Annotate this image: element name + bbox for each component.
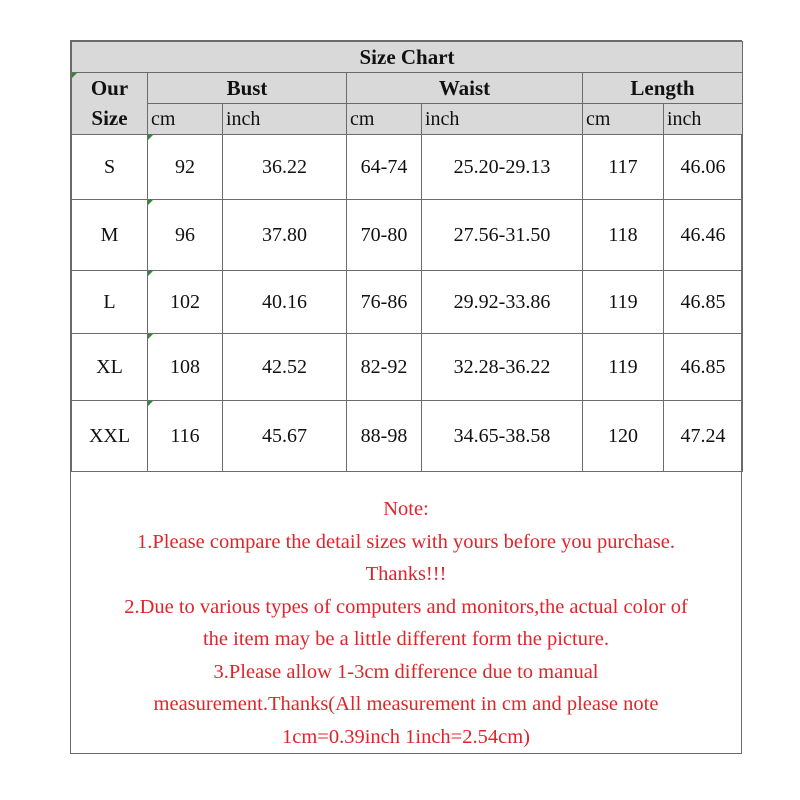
unit-length-cm: cm <box>583 104 664 135</box>
bust-inch-cell: 37.80 <box>223 200 347 271</box>
table-row <box>72 334 743 401</box>
bust-inch-cell: 45.67 <box>223 401 347 472</box>
unit-length-inch: inch <box>664 104 743 135</box>
table-row <box>72 200 743 271</box>
length-header: Length <box>583 73 743 104</box>
unit-waist-inch: inch <box>422 104 583 135</box>
bust-cm-cell: 102 <box>148 271 223 334</box>
length-cm-cell: 117 <box>583 135 664 200</box>
cell-corner-marker <box>148 334 153 339</box>
unit-bust-cm: cm <box>148 104 223 135</box>
title-row <box>72 42 743 73</box>
unit-waist-cm: cm <box>347 104 422 135</box>
waist-inch-cell: 27.56-31.50 <box>422 200 583 271</box>
waist-cm-cell: 70-80 <box>347 200 422 271</box>
length-cm-cell: 119 <box>583 271 664 334</box>
size-cell: M <box>72 200 148 271</box>
waist-inch-cell: 25.20-29.13 <box>422 135 583 200</box>
cell-corner-marker <box>148 401 153 406</box>
bust-inch-cell: 36.22 <box>223 135 347 200</box>
cell-corner-marker <box>72 73 77 78</box>
waist-header: Waist <box>347 73 583 104</box>
unit-bust-inch: inch <box>223 104 347 135</box>
bust-cm-cell: 108 <box>148 334 223 401</box>
length-inch-cell: 46.06 <box>664 135 743 200</box>
size-cell: L <box>72 271 148 334</box>
length-inch-cell: 46.85 <box>664 271 743 334</box>
size-chart-sheet <box>70 40 742 754</box>
length-cm-cell: 119 <box>583 334 664 401</box>
cell-corner-marker <box>148 200 153 205</box>
size-header-top: Our <box>72 73 148 104</box>
size-cell: XXL <box>72 401 148 472</box>
header-row-groups <box>72 73 743 104</box>
length-inch-cell: 46.85 <box>664 334 743 401</box>
table-row <box>72 271 743 334</box>
waist-inch-cell: 29.92-33.86 <box>422 271 583 334</box>
length-inch-cell: 47.24 <box>664 401 743 472</box>
size-header-bottom: Size <box>72 104 148 135</box>
note-line: 2.Due to various types of computers and monitors,the actual color of <box>124 595 688 618</box>
note-line: the item may be a little different form the picture. <box>202 628 610 650</box>
note-heading: Note: <box>383 498 429 520</box>
size-cell: S <box>72 135 148 200</box>
length-inch-cell: 46.46 <box>664 200 743 271</box>
bust-inch-cell: 40.16 <box>223 271 347 334</box>
notes-section <box>71 481 741 753</box>
note-line: 1.Please compare the detail sizes with yours before you purchase. <box>137 530 675 553</box>
bust-cm-cell: 92 <box>148 135 223 200</box>
note-line: 3.Please allow 1-3cm difference due to manual <box>213 660 599 683</box>
length-cm-cell: 120 <box>583 401 664 472</box>
waist-cm-cell: 88-98 <box>347 401 422 472</box>
size-cell: XL <box>72 334 148 401</box>
bust-cm-cell: 116 <box>148 401 223 472</box>
cell-corner-marker <box>148 135 153 140</box>
waist-inch-cell: 32.28-36.22 <box>422 334 583 401</box>
size-chart-table <box>71 41 743 472</box>
header-row-units <box>72 104 743 135</box>
waist-cm-cell: 76-86 <box>347 271 422 334</box>
table-row <box>72 135 743 200</box>
waist-cm-cell: 64-74 <box>347 135 422 200</box>
note-line: measurement.Thanks(All measurement in cm and please note <box>153 693 659 715</box>
cell-corner-marker <box>148 271 153 276</box>
bust-header: Bust <box>148 73 347 104</box>
chart-title: Size Chart <box>72 42 743 73</box>
waist-cm-cell: 82-92 <box>347 334 422 401</box>
waist-inch-cell: 34.65-38.58 <box>422 401 583 472</box>
table-row <box>72 401 743 472</box>
bust-cm-cell: 96 <box>148 200 223 271</box>
note-line: Thanks!!! <box>365 563 447 585</box>
length-cm-cell: 118 <box>583 200 664 271</box>
note-line: 1cm=0.39inch 1inch=2.54cm) <box>281 725 530 748</box>
bust-inch-cell: 42.52 <box>223 334 347 401</box>
